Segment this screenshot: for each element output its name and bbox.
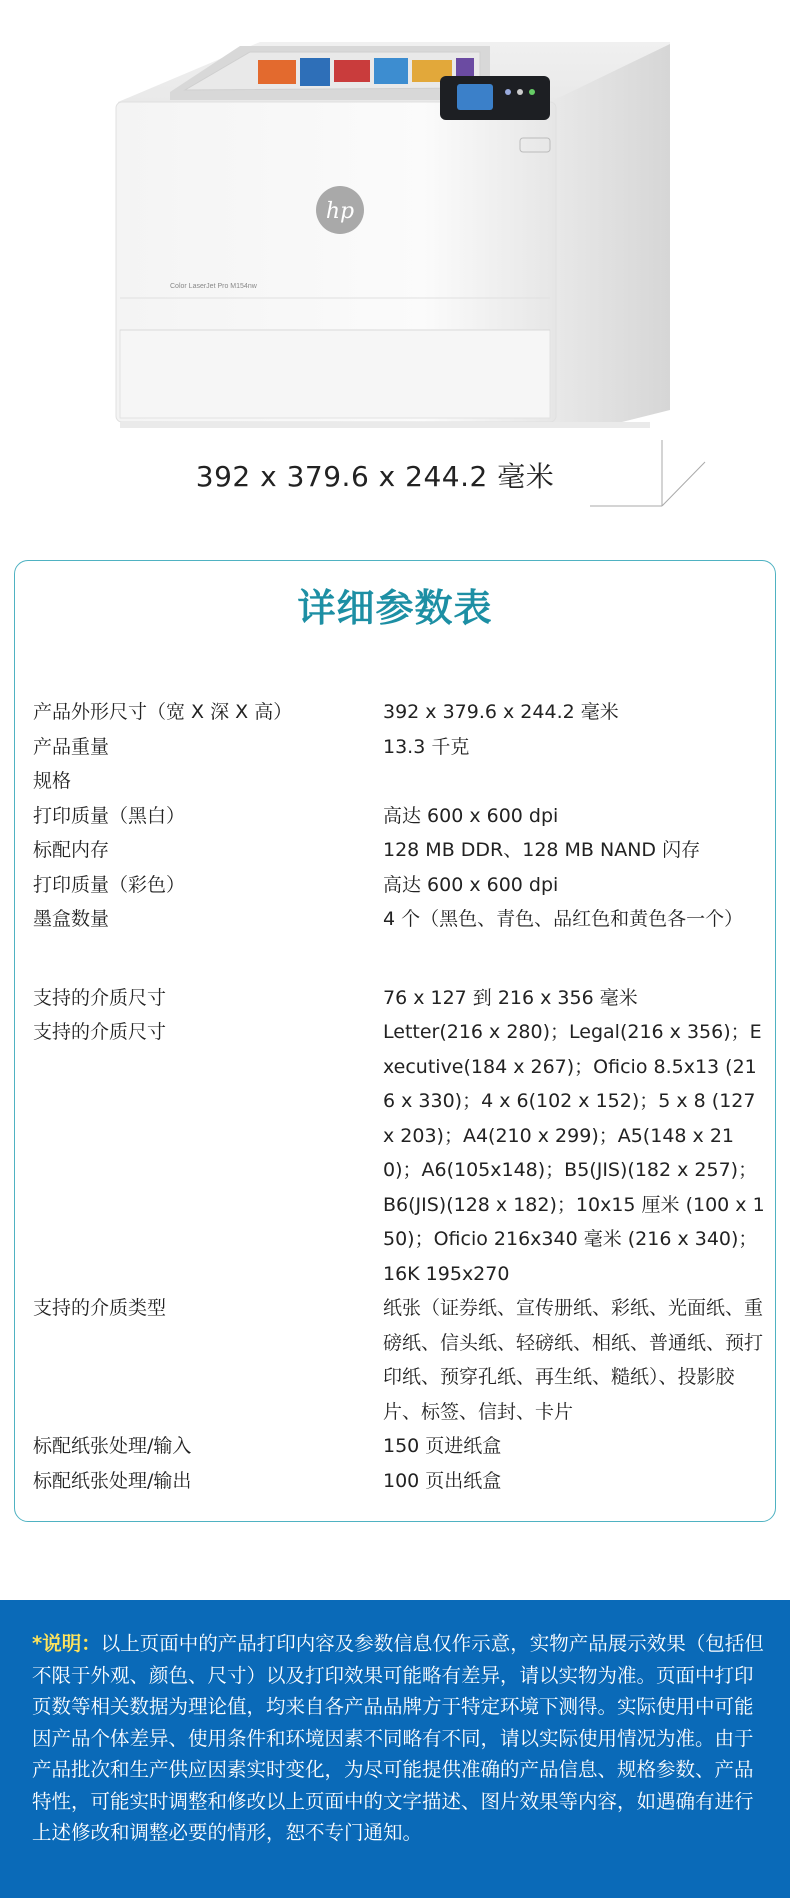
spec-row (33, 1015, 773, 1291)
disclaimer-section (0, 1600, 790, 1898)
spec-value: 高达 600 x 600 dpi (383, 873, 559, 896)
spec-row (33, 1464, 773, 1499)
spec-value: Letter(216 x 280)；Legal(216 x 356)；Executive(184 x 267)；Oficio 8.5x13 (216 x 330)；4 x 6(102 x 152)；5 x 8 (127 x 203)；A4(210 x 299)；A5(148 x 210)；A6(105x148)；B5(JIS)(182 x 257)；B6(JIS)(128 x 182)；10x15 厘米 (100 x 150)；Oficio 216x340 毫米 (216 x 340)；16K 195x270 (383, 1021, 765, 1285)
spec-row (33, 730, 773, 765)
dimensions-caption: 392 x 379.6 x 244.2 毫米 (195, 460, 555, 493)
disclaimer-body: 以上页面中的产品打印内容及参数信息仅作示意，实物产品展示效果（包括但不限于外观、颜色、尺寸）以及打印效果可能略有差异，请以实物为准。页面中打印页数等相关数据为理论值，均来自各产品品牌方于特定环境下测得。实际使用中可能因产品个体差异、使用条件和环境因素不同略有不同，请以实际使用情况为准。由于产品批次和生产供应因素实时变化，为尽可能提供准确的产品信息、规格参数、产品特性，可能实时调整和修改以上页面中的文字描述、图片效果等内容，如遇确有进行上述修改和调整必要的情形，恕不专门通知。 (32, 1632, 764, 1844)
spec-value: 392 x 379.6 x 244.2 毫米 (383, 701, 619, 723)
spec-key: 支持的介质尺寸 (33, 1021, 167, 1043)
spec-row (33, 1429, 773, 1464)
spec-key: 标配内存 (33, 839, 110, 861)
spec-title: 详细参数表 (297, 586, 493, 630)
spec-row (33, 1291, 773, 1429)
disclaimer-text (32, 1628, 768, 1849)
svg-text:hp: hp (325, 199, 355, 224)
spec-key: 支持的介质尺寸 (33, 986, 167, 1009)
spec-row (33, 764, 773, 799)
spec-row (33, 902, 773, 937)
spec-key: 支持的介质类型 (33, 1297, 167, 1319)
spec-value: 76 x 127 到 216 x 356 毫米 (383, 986, 638, 1009)
spec-value: 128 MB DDR、128 MB NAND 闪存 (383, 839, 701, 861)
spec-value: 高达 600 x 600 dpi (383, 804, 559, 827)
spec-key: 规格 (33, 770, 72, 792)
spec-table (33, 695, 773, 1498)
spec-spacer (33, 937, 773, 981)
spec-key: 产品外形尺寸（宽 X 深 X 高） (33, 701, 293, 723)
spec-key: 标配纸张处理/输出 (33, 1469, 192, 1492)
spec-row (33, 868, 773, 903)
dimension-bracket-icon (590, 440, 710, 512)
spec-value: 4 个（黑色、青色、品红色和黄色各一个） (383, 908, 744, 930)
spec-row (33, 695, 773, 730)
printer-image (110, 30, 690, 440)
spec-key: 墨盒数量 (33, 908, 110, 930)
spec-key: 打印质量（彩色） (33, 873, 186, 896)
spec-key: 产品重量 (33, 735, 110, 758)
spec-value: 150 页进纸盒 (383, 1435, 502, 1457)
disclaimer-label: *说明： (32, 1632, 101, 1655)
spec-value: 13.3 千克 (383, 735, 470, 758)
spec-key: 标配纸张处理/输入 (33, 1435, 192, 1457)
spec-value: 纸张（证券纸、宣传册纸、彩纸、光面纸、重磅纸、信头纸、轻磅纸、相纸、普通纸、预打印纸、预穿孔纸、再生纸、糙纸）、投影胶片、标签、信封、卡片 (383, 1297, 764, 1423)
spec-card (14, 560, 776, 1522)
spec-key: 打印质量（黑白） (33, 804, 186, 827)
spec-row (33, 833, 773, 868)
spec-value: 100 页出纸盒 (383, 1469, 502, 1492)
hero-section (0, 0, 790, 540)
printer-model-label: Color LaserJet Pro M154nw (170, 283, 257, 290)
spec-row (33, 799, 773, 834)
spec-row (33, 981, 773, 1016)
spec-value (383, 764, 768, 799)
